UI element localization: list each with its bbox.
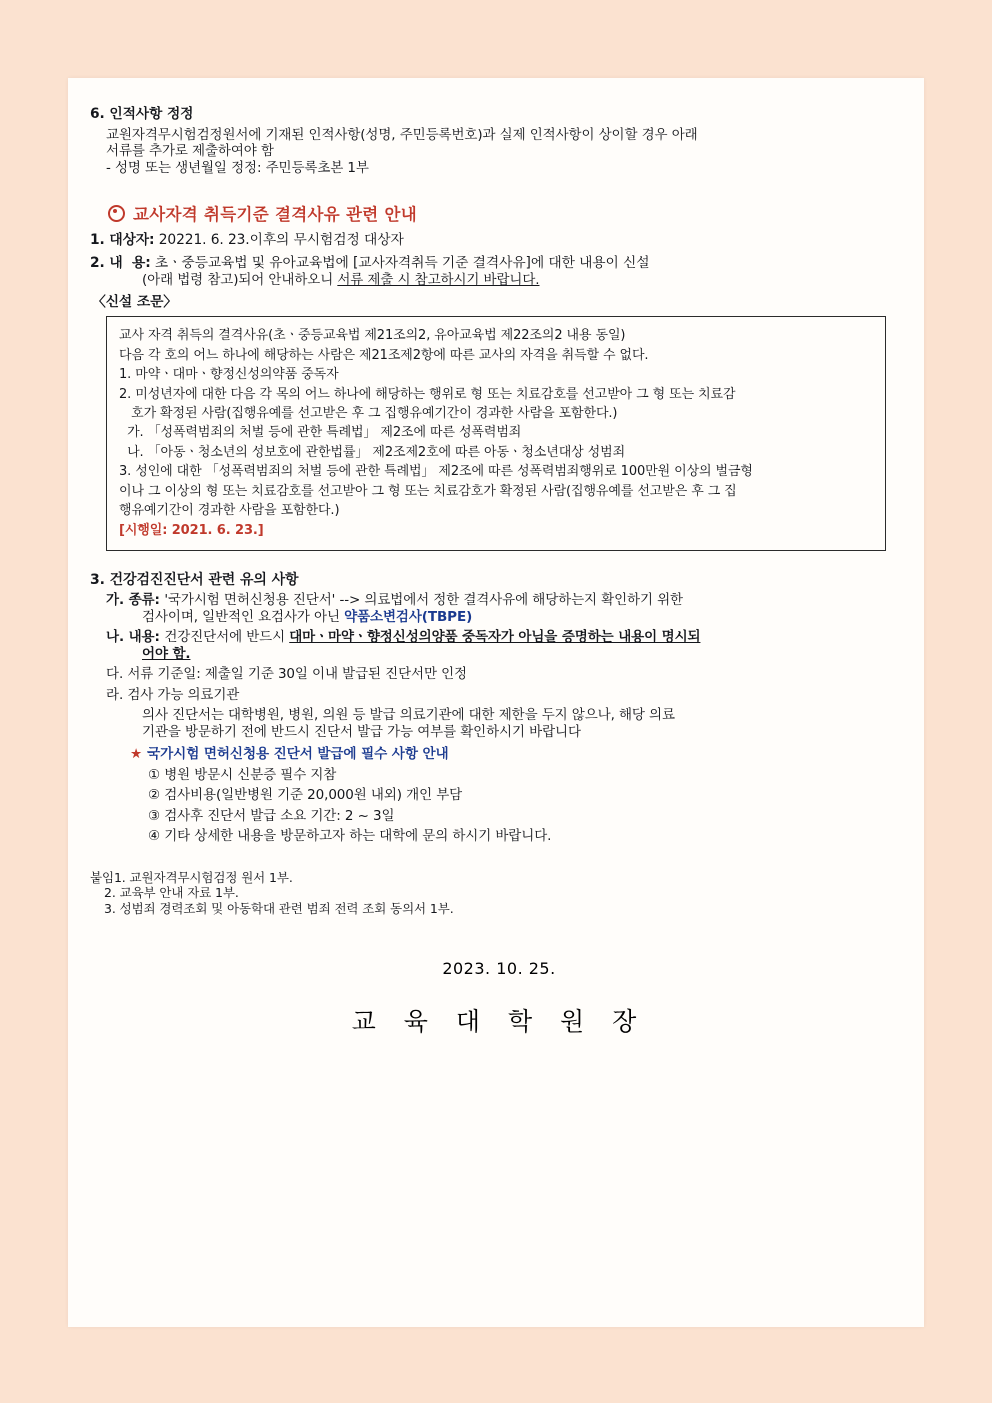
- section-3-item-a-line2: [90, 608, 908, 625]
- item-1-row: [90, 234, 908, 248]
- section-6-heading: 6. 인적사항 정정: [90, 106, 194, 122]
- item-2-line-2-underline: 서류 제출 시 참고하시기 바랍니다.: [337, 271, 540, 288]
- section-3-tbpe-highlight: 약품소변검사(TBPE): [344, 608, 473, 625]
- attachments-block: [90, 869, 908, 916]
- law-line-6: 나. 「아동ㆍ청소년의 성보호에 관한법률」 제2조제2호에 따른 아동ㆍ청소년대상 성범죄: [119, 444, 626, 460]
- section-3-item-a-label: 가. 종류:: [106, 592, 165, 609]
- law-line-4: 호가 확정된 사람(집행유예를 선고받은 후 그 집행유예기간이 경과한 사람을 포함한다.): [119, 406, 618, 421]
- section-3-circle-3: ③ 검사후 진단서 발급 소요 기간: 2 ~ 3일: [148, 807, 395, 824]
- section-3-item-d: 라. 검사 가능 의료기관: [106, 686, 240, 703]
- section-3-circle-2: ② 검사비용(일반병원 기준 20,000원 내외) 개인 부담: [148, 787, 463, 804]
- item-2-value: 초ㆍ중등교육법 및 유아교육법에 [교사자격취득 기준 결격사유]에 대한 내용이 신설: [150, 255, 650, 272]
- section-3-heading: 3. 건강검진진단서 관련 유의 사항: [90, 572, 299, 589]
- document-signer: 교 육 대 학 원 장: [351, 1007, 647, 1037]
- item-2-line-2-prefix: (아래 법령 참고)되어 안내하오니: [142, 271, 338, 288]
- law-line-3: 2. 미성년자에 대한 다음 각 목의 어느 하나에 해당하는 행위로 형 또는 치료감호를 선고받아 그 형 또는 치료감: [119, 386, 736, 402]
- red-headline-row: [90, 201, 908, 225]
- red-headline-text: 교사자격 취득기준 결격사유 관련 안내: [133, 205, 418, 225]
- section-3-item-d-line2: 기관을 방문하기 전에 반드시 진단서 발급 가능 여부를 확인하시기 바랍니다: [142, 723, 581, 740]
- law-text-box: [106, 316, 886, 551]
- law-line-5: 가. 「성폭력범죄의 처벌 등에 관한 특례법」 제2조에 따른 성폭력범죄: [119, 425, 522, 441]
- section-3-item-b-line2: [90, 645, 908, 662]
- section-3-item-d-line1: 의사 진단서는 대학병원, 병원, 의원 등 발급 의료기관에 대한 제한을 두지 않으나, 해당 의료: [142, 707, 675, 724]
- item-2-row: [90, 257, 908, 271]
- item-2-label: 2. 내 용:: [90, 255, 151, 272]
- star-icon: ★: [130, 746, 143, 763]
- section-6-line-2: 서류를 추가로 제출하여야 함: [106, 143, 274, 160]
- law-line-7: 3. 성인에 대한 「성폭력범죄의 처벌 등에 관한 특례법」 제2조에 따른 성폭력범죄행위로 100만원 이상의 벌금형: [119, 464, 753, 480]
- attachment-line-3: 3. 성범죄 경력조회 및 아동학대 관련 범죄 전력 조회 동의서 1부.: [104, 900, 454, 916]
- section-3-item-b-label: 나. 내용:: [106, 629, 165, 646]
- new-clause-title: 〈신설 조문〉: [92, 294, 178, 311]
- section-3-star-note-text: 국가시험 면허신청용 진단서 발급에 필수 사항 안내: [147, 746, 449, 763]
- section-3-item-a-text: '국가시험 면허신청용 진단서' --> 의료법에서 정한 결격사유에 해당하는지 확인하기 위한: [164, 592, 683, 609]
- section-3-circle-1: ① 병원 방문시 신분증 필수 지참: [148, 766, 337, 783]
- section-3-item-b-underline-2: 어야 함.: [142, 645, 191, 662]
- attachment-line-2: 2. 교육부 안내 자료 1부.: [104, 885, 239, 901]
- section-3-item-a-line2-prefix: 검사이며, 일반적인 요검사가 아닌: [142, 608, 345, 625]
- document-page: [68, 78, 924, 1327]
- item-1-label: 1. 대상자:: [90, 232, 155, 249]
- section-3-circle-4: ④ 기타 상세한 내용을 방문하고자 하는 대학에 문의 하시기 바랍니다.: [148, 828, 552, 845]
- section-3-item-b-prefix: 건강진단서에 반드시: [164, 629, 290, 646]
- section-3-item-c: 다. 서류 기준일: 제출일 기준 30일 이내 발급된 진단서만 인정: [106, 666, 467, 683]
- law-line-9: 행유예기간이 경과한 사람을 포함한다.): [119, 503, 340, 519]
- item-2-line-2: [90, 271, 908, 288]
- item-1-value: 20221. 6. 23.이후의 무시험검정 대상자: [154, 232, 404, 249]
- attachment-line-1: 붙임1. 교원자격무시험검정 원서 1부.: [90, 869, 293, 885]
- document-date: 2023. 10. 25.: [442, 959, 556, 979]
- law-line-0: 교사 자격 취득의 결격사유(초ㆍ중등교육법 제21조의2, 유아교육법 제22조의2 내용 동일): [119, 328, 626, 344]
- law-line-8: 이나 그 이상의 형 또는 치료감호를 선고받아 그 형 또는 치료감호가 확정된 사람(집행유예를 선고받은 후 그 집: [119, 483, 737, 499]
- law-effective-date: [시행일: 2021. 6. 23.]: [119, 522, 264, 538]
- law-line-2: 1. 마약ㆍ대마ㆍ향정신성의약품 중독자: [119, 367, 339, 383]
- section-6-line-1: 교원자격무시험검정원서에 기재된 인적사항(성명, 주민등록번호)과 실제 인적사항이 상이할 경우 아래: [106, 126, 698, 143]
- document-content: [90, 108, 908, 1038]
- section-3-item-a: [90, 594, 908, 608]
- section-3-item-b-underline: 대마ㆍ마약ㆍ향정신성의양품 중독자가 아님을 증명하는 내용이 명시되: [289, 629, 701, 646]
- section-3-star-note: [90, 748, 908, 762]
- section-6-line-3: - 성명 또는 생년월일 정정: 주민등록초본 1부: [106, 159, 369, 176]
- section-3-item-b: [90, 631, 908, 645]
- law-line-1: 다음 각 호의 어느 하나에 해당하는 사람은 제21조제2항에 따른 교사의 자격을 취득할 수 없다.: [119, 347, 649, 363]
- bullseye-icon: [108, 205, 125, 222]
